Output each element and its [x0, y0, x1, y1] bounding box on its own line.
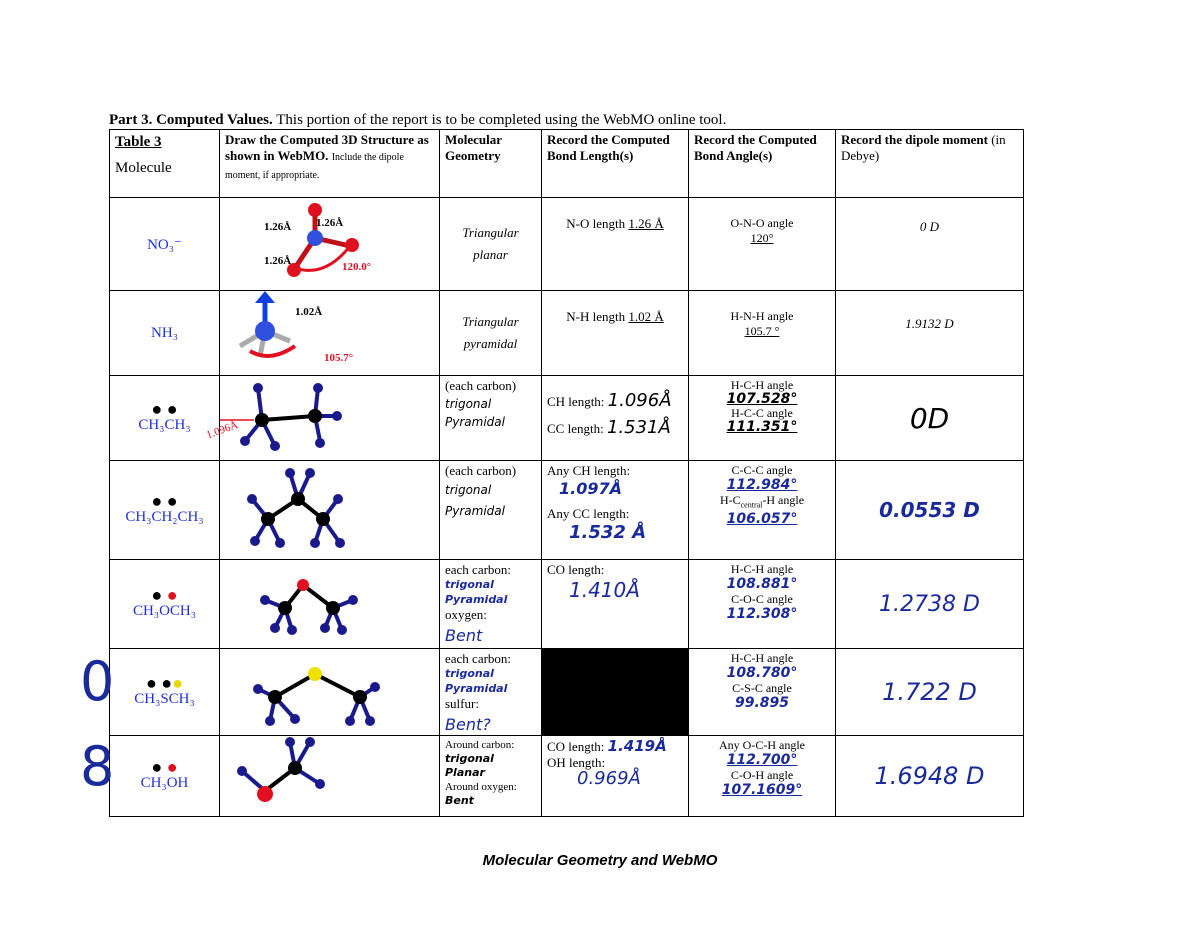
- atom-color-dots: ● ●: [151, 584, 178, 605]
- geometry-cell: Triangular planar: [440, 198, 542, 291]
- header-structure: Draw the Computed 3D Structure as shown in WebMO. Include the dipole moment, if appropriate.: [220, 130, 440, 198]
- angle-cell: H-N-H angle 105.7 °: [689, 291, 836, 376]
- table-row: [110, 649, 1024, 736]
- angle-cell: H-C-H angle 108.780° C-S-C angle 99.895: [689, 649, 836, 736]
- structure-drawing: [220, 291, 440, 376]
- molecule-name: CH₃CH₃: [138, 416, 191, 433]
- ammonia-structure: [220, 291, 438, 371]
- table-row: [110, 376, 1024, 461]
- dipole-cell: 0.0553 D: [836, 461, 1024, 560]
- propane-structure: [220, 461, 438, 555]
- molecule-name: NO₃⁻: [147, 236, 182, 253]
- header-geometry: Molecular Geometry: [440, 130, 542, 198]
- bond-label: 1.096Å: [204, 418, 240, 442]
- angle-label: 120.0°: [342, 261, 372, 273]
- bond-label: 1.26Å: [264, 255, 292, 267]
- length-cell: CO length: 1.419Å OH length: 0.969Å: [542, 736, 689, 817]
- structure-drawing: [220, 198, 440, 291]
- length-cell: N-H length 1.02 Å: [542, 291, 689, 376]
- length-cell: CH length: 1.096Å CC length: 1.531Å: [542, 376, 689, 461]
- angle-cell: H-C-H angle 108.881° C-O-C angle 112.308°: [689, 560, 836, 649]
- bond-label: 1.02Å: [295, 306, 323, 318]
- length-cell: N-O length 1.26 Å: [542, 198, 689, 291]
- structure-drawing: [220, 736, 440, 817]
- molecule-name: NH₃: [151, 324, 178, 341]
- geometry-cell: Triangular pyramidal: [440, 291, 542, 376]
- atom-color-dots: ● ●: [151, 490, 178, 511]
- table-row: [110, 736, 1024, 817]
- header-row: [110, 130, 1024, 198]
- geometry-cell: Around carbon: trigonal Planar Around oxygen: Bent: [440, 736, 542, 817]
- section-heading: Part 3. Computed Values. This portion of the report is to be completed using the WebMO online tool.: [109, 112, 727, 128]
- table-row: [110, 198, 1024, 291]
- header-molecule: Table 3 Molecule: [110, 130, 220, 198]
- margin-mark: 0: [80, 650, 115, 713]
- geometry-cell: each carbon: trigonal Pyramidal sulfur: Bent?: [440, 649, 542, 736]
- table-row: [110, 560, 1024, 649]
- angle-cell: C-C-C angle 112.984° $H-C_{central}-H$ angle 106.057°: [689, 461, 836, 560]
- header-dipole: Record the dipole moment (in Debye): [836, 130, 1024, 198]
- dipole-cell: 0 D: [836, 198, 1024, 291]
- bond-label: 1.26Å: [316, 217, 344, 229]
- dimethyl-ether-structure: [220, 560, 438, 644]
- geometry-cell: each carbon: trigonal Pyramidal oxygen: Bent: [440, 560, 542, 649]
- bond-label: 1.26Å: [264, 221, 292, 233]
- atom-color-dots: ● ●: [151, 756, 178, 777]
- structure-drawing: [204, 376, 440, 461]
- structure-drawing: [220, 649, 440, 736]
- structure-drawing: [220, 461, 440, 560]
- angle-label: 105.7°: [324, 352, 354, 364]
- dipole-cell: 1.6948 D: [836, 736, 1024, 817]
- geometry-cell: (each carbon) trigonal Pyramidal: [440, 376, 542, 461]
- dipole-cell: 1.9132 D: [836, 291, 1024, 376]
- dipole-cell: 1.2738 D: [836, 560, 1024, 649]
- molecule-name: CH₃SCH₃: [134, 690, 195, 707]
- dimethyl-sulfide-structure: [220, 649, 438, 731]
- table-row: [110, 291, 1024, 376]
- ethane-structure: [204, 376, 438, 456]
- table-3: [109, 129, 1024, 817]
- redacted-block: [542, 649, 689, 736]
- atom-color-dots: ● ●: [151, 398, 178, 419]
- page-footer: Molecular Geometry and WebMO: [482, 852, 718, 869]
- header-bond-length: Record the Computed Bond Length(s): [542, 130, 689, 198]
- length-cell: CO length: 1.410Å: [542, 560, 689, 649]
- nitrate-structure: [220, 198, 438, 286]
- molecule-name: CH₃OH: [140, 774, 189, 791]
- methanol-structure: [220, 736, 438, 812]
- table-row: [110, 461, 1024, 560]
- margin-mark: 8: [80, 735, 115, 798]
- angle-cell: H-C-H angle 107.528° H-C-C angle 111.351°: [689, 376, 836, 461]
- dipole-cell: 1.722 D: [836, 649, 1024, 736]
- angle-cell: Any O-C-H angle 112.700° C-O-H angle 107.1609°: [689, 736, 836, 817]
- geometry-cell: (each carbon) trigonal Pyramidal: [440, 461, 542, 560]
- header-bond-angle: Record the Computed Bond Angle(s): [689, 130, 836, 198]
- molecule-name: CH₃CH₂CH₃: [125, 508, 204, 525]
- atom-color-dots: ● ●●: [145, 672, 184, 693]
- angle-cell: O-N-O angle 120°: [689, 198, 836, 291]
- length-cell: Any CH length: 1.097Å Any CC length: 1.532 Å: [542, 461, 689, 560]
- dipole-cell: 0D: [836, 376, 1024, 461]
- molecule-name: CH₃OCH₃: [133, 602, 196, 619]
- structure-drawing: [220, 560, 440, 649]
